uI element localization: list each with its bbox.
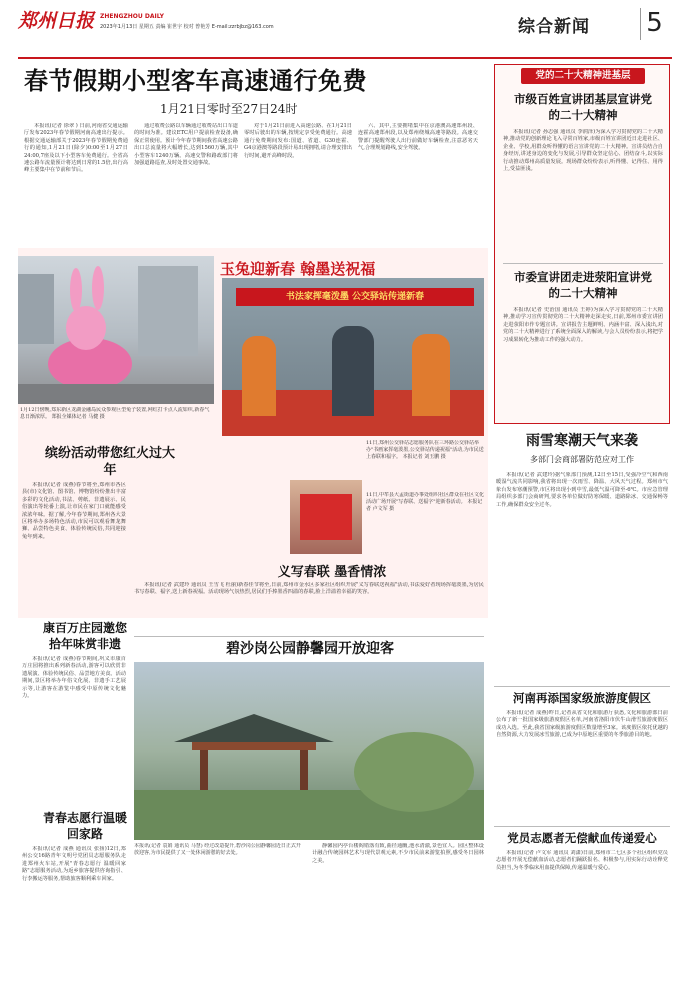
lead-col-2: 通过收费公路以车辆通过收费站出口车道的时间为准。建议ETC用户提前检查设备,确保正常使用。预计今年春节期间我省高速公路出口总流量将大幅增长,达到1560万辆,其中小型客车1240万辆。高速交警和路政部门将加强道路巡查,及时处置交通事故。 bbox=[134, 123, 238, 167]
garden-caption: 本报讯(记者 袁娟 通讯员 马慧) 经过改造提升,碧沙岗公园静馨园近日正式开放迎客,为市民提供了又一处休闲游憩的好去处。 bbox=[134, 843, 301, 856]
sidebar-divider bbox=[503, 263, 663, 264]
masthead-english: ZHENGZHOU DAILY bbox=[100, 13, 164, 20]
rabbit-caption-photographer: 郑报全媒体记者 马健 摄 bbox=[51, 414, 105, 420]
lead-col-1: 本报讯(记者 徐翠 ) 日前,河南省交通运输厅发布2023年春节假期河南高速出行提示。根据交通运输部关于2023年春节假期免费通行的通知,1月21日(除夕)0:00至1月27日24:00,7座及以下小型客车免费通行。全省高速公路车流量预计将达到日常的1.5倍,出行高峰主要集中在节前和节后。 bbox=[24, 123, 128, 174]
sidebar-story-1-text: 本报讯(记者 孙志强 通讯员 李润泽)为深入学习贯彻党的二十大精神,推动党的创新理论飞入寻常百姓家,市级百姓宣讲团近日走进社区、企业、学校,用群众听得懂的语言宣讲党的二十大精神。宣讲员结合自身经历,讲述身边的变化与发展,引导群众坚定信心、团结奋斗,以实际行动推动郑州高质量发展。现场群众纷纷表示,听得懂、记得住、用得上,受益匪浅。 bbox=[503, 129, 663, 173]
section-title: 综合新闻 bbox=[518, 17, 590, 37]
colorful-title: 缤纷活动带您红火过大年 bbox=[44, 446, 175, 478]
couplet-red-paper bbox=[300, 494, 352, 540]
rabbit-photo bbox=[18, 256, 214, 404]
qingchun-title: 青春志愿行温暖回家路 bbox=[42, 811, 127, 841]
qingchun-text: 本报讯(记者 成燕 通讯员 张扬)12日,郑州公交16路青年文明号党团员志愿服务队走进郑州火车站,开展"青春志愿行 温暖回家路"志愿服务活动,为返乡旅客提供咨询指引、行李搬运等服务,帮助旅客顺利乘车回家。 bbox=[22, 846, 126, 882]
garden-photo bbox=[134, 662, 484, 840]
couplet-caption bbox=[366, 492, 484, 540]
volunteer-text: 本报讯(记者 卢文军 通讯员 刘潇)日前,郑州市二七区多个社区组织党员志愿者开展无偿献血活动,志愿者们踊跃报名、积极参与,用实际行动诠释党员担当,为冬季临床用血提供保障,传递温暖与爱心。 bbox=[496, 850, 668, 871]
person-right bbox=[412, 334, 450, 416]
sidebar-story-2-title: 市委宣讲团走进荥阳宣讲党的二十大精神 bbox=[514, 270, 652, 300]
weather-title: 雨雪寒潮天气来袭 bbox=[526, 433, 638, 449]
person-left bbox=[242, 336, 276, 416]
lead-headline: 春节假期小型客车高速通行免费 bbox=[24, 66, 367, 95]
pavilion-icon bbox=[134, 662, 484, 840]
page-number: 5 bbox=[640, 8, 668, 40]
calligraphy-photo bbox=[222, 278, 484, 436]
weather-subtitle: 多部门会商部署防范应对工作 bbox=[530, 455, 634, 464]
calligraphy-sign: 书法家挥毫泼墨 公交驿站传递新春 bbox=[236, 288, 474, 306]
spring-title: 义写春联 墨香情浓 bbox=[277, 565, 387, 580]
garden-text: 静馨园内亭台楼阁错落有致,曲径通幽,池水清澈,景色宜人。园区整体设计融合传统园林艺术与现代景观元素,不少市民前来游览拍照,感受冬日园林之美。 bbox=[312, 843, 484, 864]
sidebar-story-1-title: 市级百姓宣讲团基层宣讲党的二十大精神 bbox=[514, 92, 652, 122]
tourism-rule bbox=[494, 686, 670, 687]
person-center bbox=[332, 326, 374, 416]
kangyuan-text: 本报讯(记者 成燕)春节期间,巩义市康百万庄园将推出系列新春活动,游客可以欣赏非遗展演、体验传统民俗、品尝地方美食。活动期间,景区将举办年俗文化展、非遗手工艺展示等,让游客在游览中感受中原传统文化魅力。 bbox=[22, 656, 126, 700]
garden-rule bbox=[134, 636, 484, 637]
lead-col-4: 六、其中,主要拥堵集中在京港澳高速郑州段、连霍高速郑州段,以及郑州绕城高速等路段。高速交警部门提醒驾驶人出行前做好车辆检查,注意恶劣天气,合理规划路线,安全驾驶。 bbox=[358, 123, 478, 152]
colorful-text: 本报讯(记者 成燕)春节将至,郑州市各区县(市)文化馆、图书馆、博物馆纷纷推出丰富多彩的文化活动,书法、剪纸、非遗展示、民俗演出等轮番上演,让市民在家门口就能感受浓浓年味。据了解,今年春节期间,郑州各大景区将举办多场特色活动,市民可以观看舞龙舞狮、品尝特色美食、体验传统民俗,共同迎接兔年到来。 bbox=[22, 482, 126, 540]
rabbit-caption-text: 1月12日傍晚,郑东新区龙湖金融岛民众参观巨型兔子装置,网红打卡点人流如织,新春气息日渐浓厚。 bbox=[20, 407, 210, 420]
volunteer-rule bbox=[494, 826, 670, 827]
calligraphy-caption-by: 本报记者 刘玉鹏 摄 bbox=[402, 454, 446, 460]
tourism-title: 河南再添国家级旅游度假区 bbox=[513, 691, 651, 705]
masthead-logo: 郑州日报 bbox=[18, 10, 95, 32]
couplet-caption-text: 11日,中牟县大孟街道办事处组织社区群众在社区文化活动广场开展"写春联、送福字"迎新春活动。 bbox=[366, 492, 484, 505]
calligraphy-caption bbox=[366, 440, 484, 486]
masthead-date-line: 2023年1月13日 星期五 责编 崔世宇 校对 曾艳芳 E-mail:zzrbjbz@163.com bbox=[100, 24, 274, 30]
tourism-text: 本报讯(记者 成燕)昨日,记者从省文化和旅游厅获悉,文化和旅游部日前公布了新一批国家级旅游度假区名单,河南省洛阳市伏牛山滑雪旅游度假区成功入选。至此,我省国家级旅游度假区数量增至3家。该度假区依托优越的自然资源,大力发展冰雪旅游,已成为中原地区重要的冬季旅游目的地。 bbox=[496, 710, 668, 739]
weather-text: 本报讯(记者 武建玲)据气象部门预测,12日至15日,受强冷空气和西南暖湿气流共同影响,我省将出现一次雨雪、降温、大风天气过程。郑州市气象台发布寒潮预警,市区将出现小到中雪,最低气温可降至-6℃。市应急管理局组织多部门会商研判,要求各单位做好防寒保暖、道路除冰、交通保畅等工作,确保群众安全过冬。 bbox=[496, 472, 668, 508]
kangyuan-title: 康百万庄园邀您拾年味赏非遗 bbox=[42, 621, 127, 651]
garden-title: 碧沙岗公园静馨园开放迎客 bbox=[226, 641, 394, 657]
calligraphy-caption-text: 11日,郑州公交驿站志愿服务队在三环路公交驿站举办"书画家挥毫泼墨,公交驿站传递祝福"活动,为市民送上春联和福字。 bbox=[366, 440, 484, 460]
masthead-rule bbox=[18, 57, 672, 59]
spring-text: 本报讯(记者 武建玲 通讯员 王雪飞 杜丽)新春佳节将至,日前,郑州市金水区多家社区组织开展"义写春联送祝福"活动,书法爱好者现场挥毫泼墨,为居民书写春联、福字,送上新春祝福。活动现场气氛热烈,居民们手捧墨香四溢的春联,脸上洋溢着幸福的笑容。 bbox=[134, 582, 484, 596]
sidebar bbox=[494, 64, 670, 424]
couplet-photo bbox=[290, 480, 362, 554]
lead-subtitle: 1月21日零时至27日24时 bbox=[160, 102, 298, 116]
rabbit-sculpture-icon bbox=[18, 256, 214, 404]
lead-col-3: 对于1月21日前进入高速公路、在1月21日零时后驶出的车辆,按规定享受免费通行。高速通行免费期间发布:国道、省道、G30连霍、G4京港澳等路段预计易出现拥堵,请合理安排出行时间,避开高峰时段。 bbox=[244, 123, 352, 159]
festival-title: 玉兔迎新春 翰墨送祝福 bbox=[220, 260, 376, 278]
rabbit-photo-caption bbox=[20, 407, 214, 441]
sidebar-tag: 党的二十大精神进基层 bbox=[521, 68, 645, 84]
sidebar-story-2-text: 本报讯(记者 史治国 通讯员 王婷)为深入学习贯彻党的二十大精神,推动学习宣传贯彻党的二十大精神走深走实,日前,郑州市委宣讲团走进荥阳市作专题宣讲。宣讲报告主题鲜明、内涵丰富、深入浅出,对党的二十大精神进行了系统全面深入的解读,与会人员纷纷表示,将把学习成果转化为推动工作的强大动力。 bbox=[503, 307, 663, 343]
volunteer-title: 党员志愿者无偿献血传递爱心 bbox=[507, 831, 657, 845]
couplet-caption-by: 本报记者 卢文军 摄 bbox=[366, 499, 483, 512]
masthead bbox=[18, 10, 672, 54]
